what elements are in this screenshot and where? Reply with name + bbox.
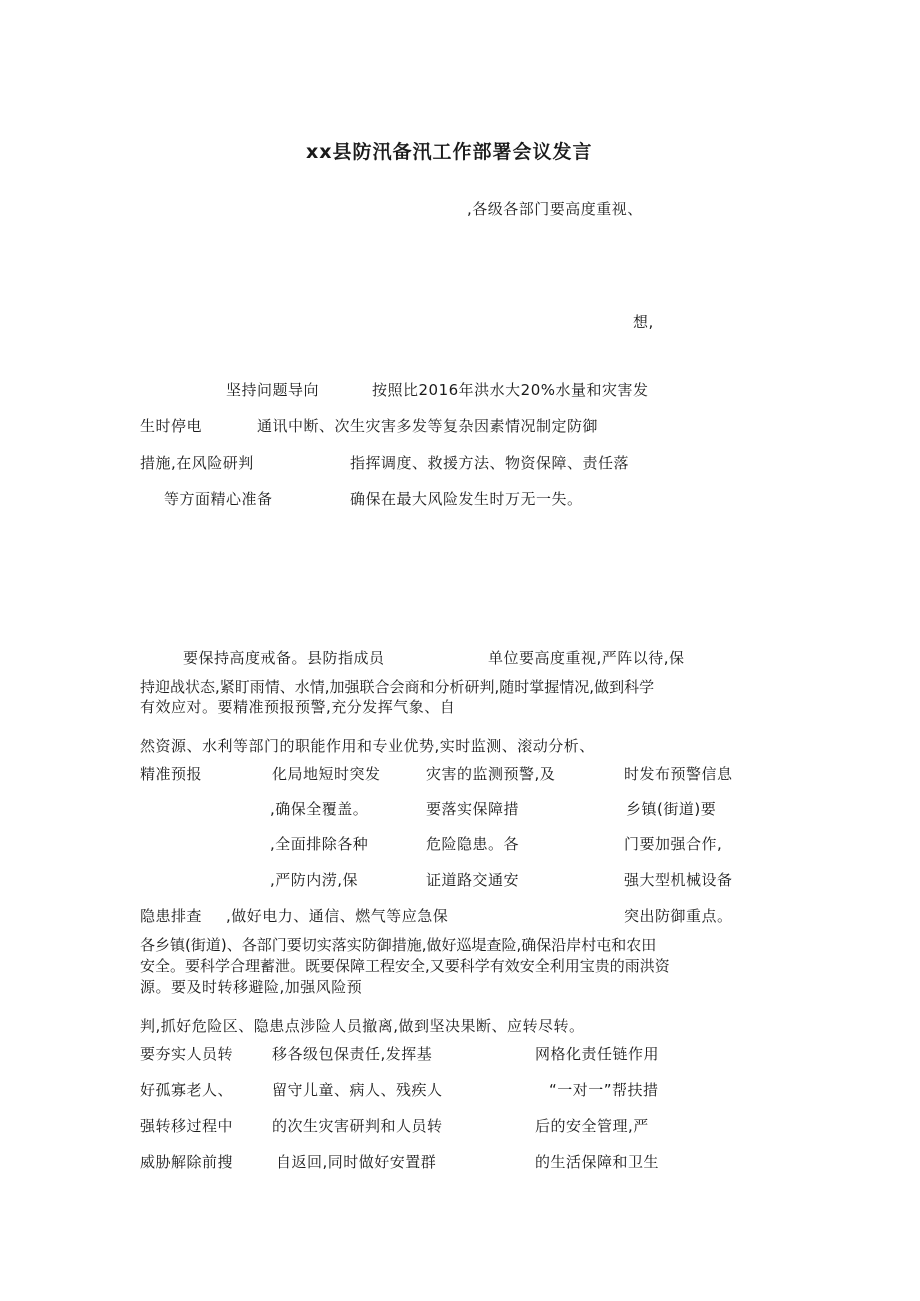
text-fragment: ,严防内涝,保 <box>270 871 359 889</box>
text-fragment: 要夯实人员转 <box>140 1045 234 1063</box>
text-fragment: 移各级包保责任,发挥基 <box>272 1045 433 1063</box>
text-fragment: 指挥调度、救援方法、物资保障、责任落 <box>350 454 630 472</box>
page-title: xx县防汛备汛工作部署会议发言 <box>306 141 593 163</box>
text-fragment: ,各级各部门要高度重视、 <box>467 200 643 218</box>
text-fragment: 想, <box>633 313 654 331</box>
text-fragment: 等方面精心准备 <box>164 490 273 508</box>
text-fragment: 证道路交通安 <box>426 871 520 889</box>
text-fragment: 按照比2016年洪水大20%水量和灾害发 <box>372 381 649 399</box>
text-fragment: 的生活保障和卫生 <box>535 1153 660 1171</box>
text-fragment: 突出防御重点。 <box>624 907 733 925</box>
text-fragment: 好孤寡老人、 <box>140 1081 234 1099</box>
text-fragment: 精准预报 <box>140 765 203 783</box>
text-fragment: 通讯中断、次生灾害多发等复杂因素情况制定防御 <box>257 417 599 435</box>
text-fragment: 强大型机械设备 <box>624 871 733 889</box>
text-fragment: 生时停电 <box>140 417 203 435</box>
text-fragment: 网格化责任链作用 <box>535 1045 660 1063</box>
text-line: 各乡镇(街道)、各部门要切实落实防御措施,做好巡堤查险,确保沿岸村屯和农田 <box>140 936 657 954</box>
text-fragment: 自返回,同时做好安置群 <box>276 1153 437 1171</box>
text-line: 源。要及时转移避险,加强风险预 <box>140 978 363 996</box>
text-fragment: 门要加强合作, <box>624 835 723 853</box>
text-fragment: 要保持高度戒备。县防指成员 <box>183 649 385 667</box>
text-line: 有效应对。要精准预报预警,充分发挥气象、自 <box>140 698 456 716</box>
text-fragment: 坚持问题导向 <box>226 381 320 399</box>
text-fragment: 的次生灾害研判和人员转 <box>272 1117 443 1135</box>
text-fragment: 时发布预警信息 <box>624 765 733 783</box>
text-fragment: 强转移过程中 <box>140 1117 234 1135</box>
text-fragment: 措施,在风险研判 <box>140 454 254 472</box>
text-fragment: 留守儿童、病人、残疾人 <box>272 1081 443 1099</box>
text-fragment: “一对一”帮扶措 <box>549 1081 659 1099</box>
text-fragment: 单位要高度重视,严阵以待,保 <box>488 649 685 667</box>
text-line: 然资源、水利等部门的职能作用和专业优势,实时监测、滚动分析、 <box>140 737 595 755</box>
text-fragment: 化局地短时突发 <box>272 765 381 783</box>
text-fragment: 后的安全管理,严 <box>535 1117 649 1135</box>
text-fragment: 要落实保障措 <box>426 800 520 818</box>
text-fragment: ,确保全覆盖。 <box>270 800 369 818</box>
text-fragment: ,全面排除各种 <box>270 835 369 853</box>
text-fragment: 危险隐患。各 <box>426 835 520 853</box>
text-fragment: 隐患排查 <box>140 907 203 925</box>
text-fragment: ,做好电力、通信、燃气等应急保 <box>226 907 449 925</box>
text-line: 判,抓好危险区、隐患点涉险人员撤离,做到坚决果断、应转尽转。 <box>140 1017 585 1035</box>
text-fragment: 威胁解除前搜 <box>140 1153 234 1171</box>
text-fragment: 确保在最大风险发生时万无一失。 <box>350 490 583 508</box>
text-line: 持迎战状态,紧盯雨情、水情,加强联合会商和分析研判,随时掌握情况,做到科学 <box>140 678 655 696</box>
text-fragment: 灾害的监测预警,及 <box>426 765 556 783</box>
text-fragment: 乡镇(街道)要 <box>626 800 717 818</box>
text-line: 安全。要科学合理蓄泄。既要保障工程安全,又要科学有效安全利用宝贵的雨洪资 <box>140 957 670 975</box>
